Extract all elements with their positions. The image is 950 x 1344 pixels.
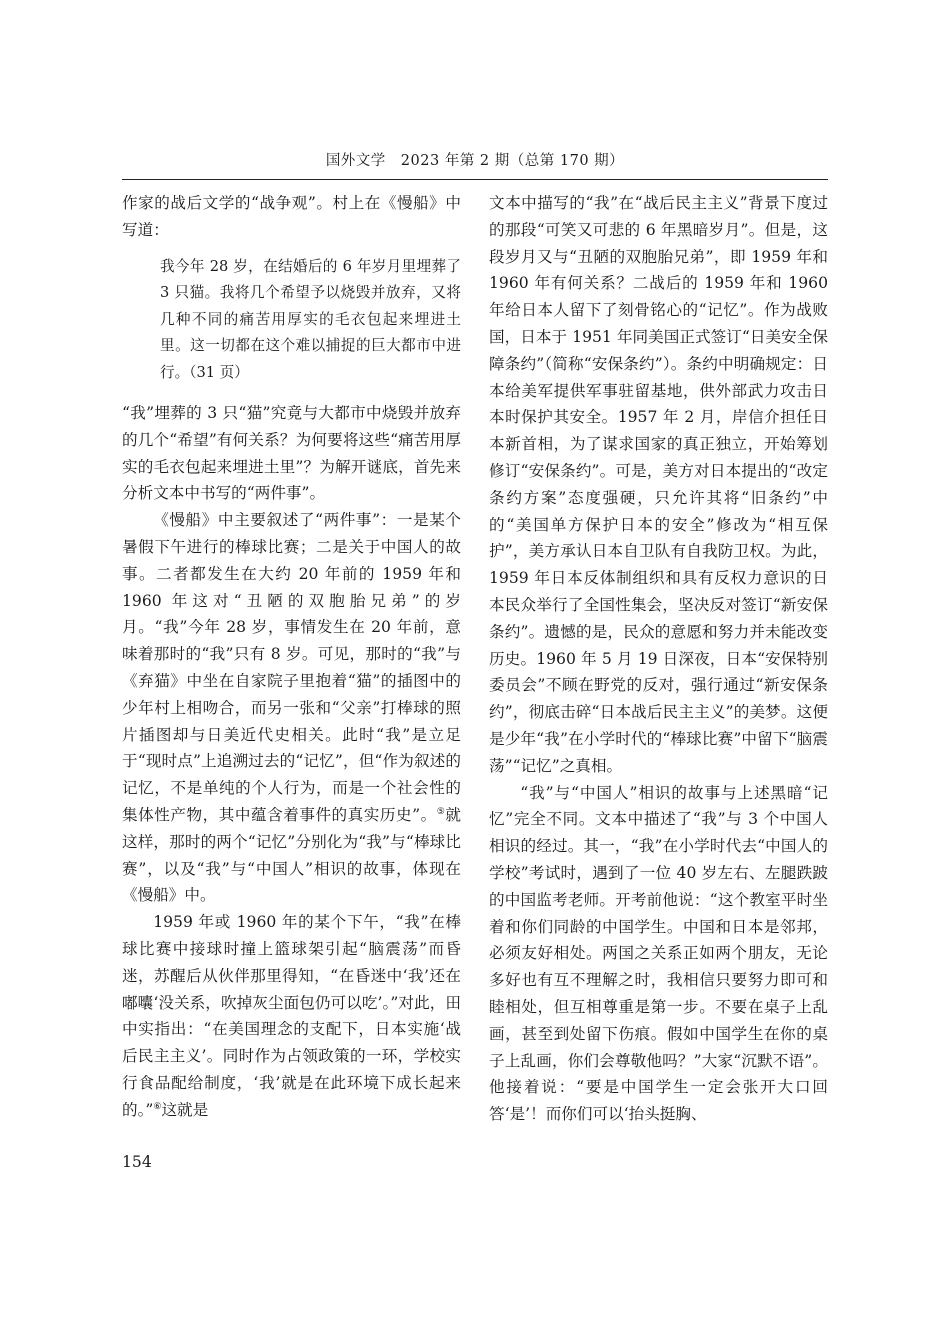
paragraph-text: 这就是 <box>161 1100 209 1119</box>
paragraph: “我”与“中国人”相识的故事与上述黑暗“记忆”完全不同。文本中描述了“我”与 3 个中国人相识的经过。其一，“我”在小学时代去“中国人的学校”考试时，遇到了一位 40 岁左右、左腿跌跛的中国监考老师。开考前他说：“这个教室平时坐着和你们同龄的中国学生。中国和日本是邻邦，必须友好相处。两国之关系正如两个朋友，无论多好也有互不理解之时，我相信只要努力即可和睦相处，但互相尊重是第一步。不要在桌子上乱画，甚至到处留下伤痕。假如中国学生在你的桌子上乱画，你们会尊敬他吗？”大家“沉默不语”。他接着说：“要是中国学生一定会张开大口回答‘是’！而你们可以‘抬头挺胸、 <box>489 783 828 1124</box>
paragraph: 文本中描写的“我”在“战后民主主义”背景下度过的那段“可笑又可悲的 6 年黑暗岁月”。但是，这段岁月又与“丑陋的双胞胎兄弟”，即 1959 年和 1960 年有何关系？二战后的 1959 年和 1960 年给日本人留下了刻骨铭心的“记忆”。作为战败国，日本于 1951 年同美国正式签订“日美安全保障条约”（简称“安保条约”）。条约中明确规定：日本给美军提供军事驻留基地，供外部武力攻击日本时保护其安全。1957 年 2 月，岸信介担任日本新首相，为了谋求国家的真正独立，开始筹划修订“安保条约”。可是，美方对日本提出的“改定条约方案”态度强硬，只允许其将“旧条约”中的“美国单方保护日本的安全”修改为“相互保护”，美方承认日本自卫队有自我防卫权。为此，1959 年日本反体制组织和具有反权力意识的日本民众举行了全国性集会，坚决反对签订“新安保条约”。遗憾的是，民众的意愿和努力并未能改变历史。1960 年 5 月 19 日深夜，日本“安保特别委员会”不顾在野党的反对，强行通过“新安保条约”，彻底击碎“日本战后民主主义”的美梦。这便是少年“我”在小学时代的“棒球比赛”中留下“脑震荡”“记忆”之真相。 <box>489 194 828 775</box>
header-rule <box>122 179 828 180</box>
footnote-marker: ⑥ <box>153 1101 162 1112</box>
paragraph: 作家的战后文学的“战争观”。村上在《慢船》中写道： <box>122 194 461 239</box>
right-column <box>489 190 828 1128</box>
left-column <box>122 190 461 1124</box>
paragraph <box>122 507 461 909</box>
page-number: 154 <box>122 1153 152 1171</box>
paragraph-text: 1959 年或 1960 年的某个下午，“我”在棒球比赛中接球时撞上篮球架引起“脑震荡”而昏迷，苏醒后从伙伴那里得知，“在昏迷中‘我’还在嘟囔‘没关系，吹掉灰尘面包仍可以吃’。”对此，田中实指出：“在美国理念的支配下，日本实施‘战后民主主义’。同时作为占领政策的一环，学校实行食品配给制度，‘我’就是在此环境下成长起来的。” <box>122 913 461 1119</box>
footnote-marker: ⑤ <box>436 806 446 817</box>
paragraph <box>122 909 461 1123</box>
paragraph-text: 《慢船》中主要叙述了“两件事”：一是某个暑假下午进行的棒球比赛；二是关于中国人的故事。二者都发生在大约 20 年前的 1959 年和 1960 年这对“丑陋的双胞胎兄弟”的岁月。“我”今年 28 岁，事情发生在 20 年前，意味着那时的“我”只有 8 岁。可见，那时的“我”与《弃猫》中坐在自家院子里抱着“猫”的插图中的少年村上相吻合，而另一张和“父亲”打棒球的照片插图却与日美近代史相关。此时“我”是立足于“现时点”上追溯过去的“记忆”，但“作为叙述的记忆，不是单纯的个人行为，而是一个社会性的集体性产物，其中蕴含着事件的真实历史”。 <box>122 511 461 825</box>
running-header: 国外文学 2023 年第 2 期（总第 170 期） <box>325 153 625 169</box>
paragraph-text: 就这样，那时的两个“记忆”分别化为“我”与“棒球比赛”，以及“我”与“中国人”相识的故事，体现在《慢船》中。 <box>122 806 461 905</box>
block-quote: 我今年 28 岁，在结婚后的 6 年岁月里埋葬了 3 只猫。我将几个希望予以烧毁并放弃，又将几种不同的痛苦用厚实的毛衣包起来埋进土里。这一切都在这个难以捕捉的巨大都市中进行。（31 页） <box>160 257 461 381</box>
paragraph: “我”埋葬的 3 只“猫”究竟与大都市中烧毁并放弃的几个“希望”有何关系？为何要将这些“痛苦用厚实的毛衣包起来埋进土里”？为解开谜底，首先来分析文本中书写的“两件事”。 <box>122 404 461 503</box>
